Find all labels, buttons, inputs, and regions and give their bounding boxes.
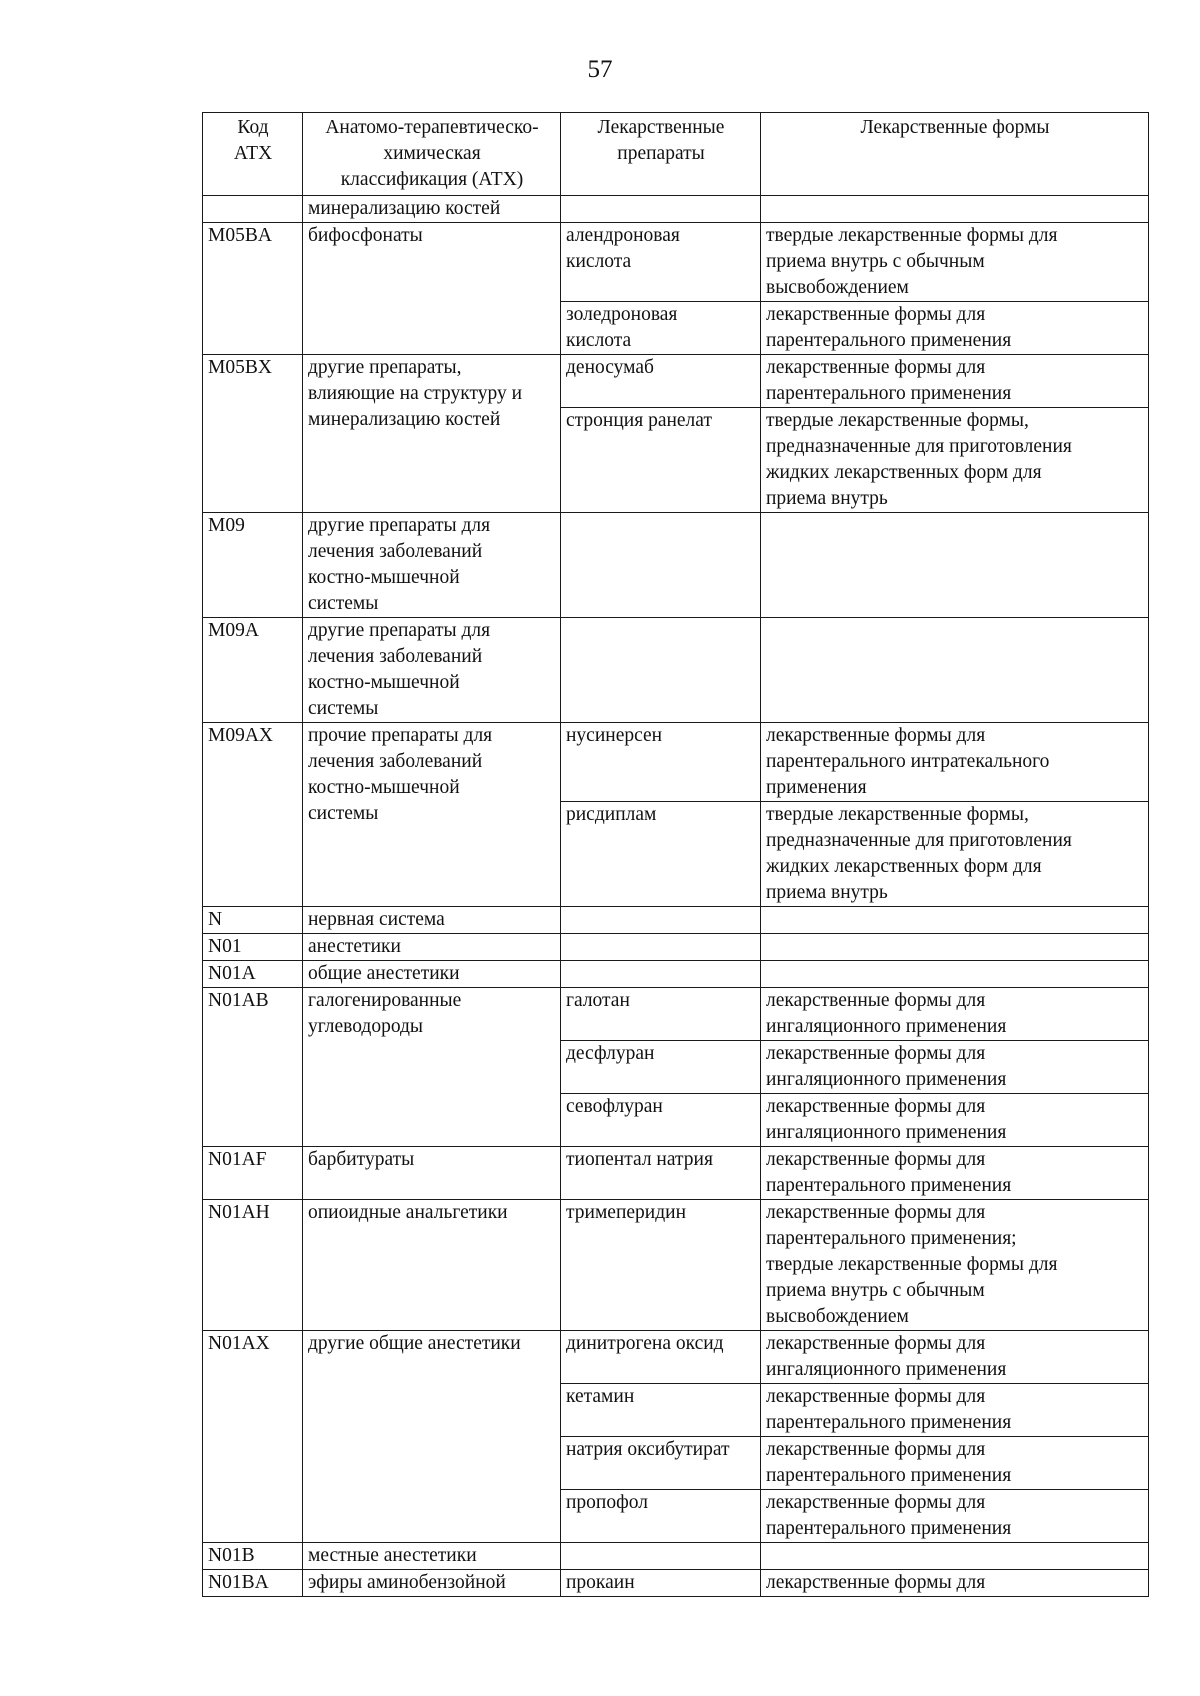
cell-form	[761, 907, 1149, 934]
cell-form	[761, 196, 1149, 223]
cell-drug	[561, 618, 761, 723]
cell-code: N01AH	[203, 1200, 303, 1331]
cell-form: твердые лекарственные формы, предназначенные для приготовления жидких лекарственных форм для приема внутрь	[761, 802, 1149, 907]
cell-code: N01B	[203, 1543, 303, 1570]
cell-form: лекарственные формы для парентерального применения; твердые лекарственные формы для приема внутрь с обычным высвобождением	[761, 1200, 1149, 1331]
cell-drug	[561, 513, 761, 618]
atx-classification-table	[202, 112, 1149, 1597]
table-row	[203, 1543, 1149, 1570]
cell-form: лекарственные формы для ингаляционного применения	[761, 988, 1149, 1041]
cell-class: опиоидные анальгетики	[303, 1200, 561, 1331]
cell-code: N01	[203, 934, 303, 961]
cell-class: барбитураты	[303, 1147, 561, 1200]
cell-code: M05BX	[203, 355, 303, 513]
cell-code: M09A	[203, 618, 303, 723]
table-row	[203, 1570, 1149, 1597]
table-row	[203, 513, 1149, 618]
cell-drug	[561, 961, 761, 988]
cell-code	[203, 196, 303, 223]
cell-drug: галотан	[561, 988, 761, 1041]
cell-form: лекарственные формы для парентерального применения	[761, 1437, 1149, 1490]
cell-drug	[561, 907, 761, 934]
cell-form: твердые лекарственные формы для приема внутрь с обычным высвобождением	[761, 223, 1149, 302]
cell-form: лекарственные формы для парентерального применения	[761, 355, 1149, 408]
header-code-atx: Код АТХ	[203, 113, 303, 196]
cell-drug	[561, 934, 761, 961]
cell-class: минерализацию костей	[303, 196, 561, 223]
cell-form	[761, 513, 1149, 618]
table-row	[203, 961, 1149, 988]
cell-form: лекарственные формы для парентерального применения	[761, 1384, 1149, 1437]
cell-drug	[561, 196, 761, 223]
cell-code: M05BA	[203, 223, 303, 355]
cell-class: местные анестетики	[303, 1543, 561, 1570]
table-row	[203, 723, 1149, 802]
cell-code: M09	[203, 513, 303, 618]
cell-drug: деносумаб	[561, 355, 761, 408]
cell-class: другие общие анестетики	[303, 1331, 561, 1543]
cell-class: бифосфонаты	[303, 223, 561, 355]
cell-code: N01AX	[203, 1331, 303, 1543]
cell-class: другие препараты, влияющие на структуру и минерализацию костей	[303, 355, 561, 513]
cell-form: твердые лекарственные формы, предназначенные для приготовления жидких лекарственных форм для приема внутрь	[761, 408, 1149, 513]
cell-drug	[561, 1543, 761, 1570]
cell-form	[761, 618, 1149, 723]
header-atx-classification: Анатомо-терапевтическо- химическая классификация (АТХ)	[303, 113, 561, 196]
cell-class: общие анестетики	[303, 961, 561, 988]
cell-drug: пропофол	[561, 1490, 761, 1543]
cell-drug: динитрогена оксид	[561, 1331, 761, 1384]
cell-code: M09AX	[203, 723, 303, 907]
cell-form: лекарственные формы для ингаляционного применения	[761, 1331, 1149, 1384]
header-medicinal-products: Лекарственные препараты	[561, 113, 761, 196]
cell-code: N	[203, 907, 303, 934]
cell-form: лекарственные формы для ингаляционного применения	[761, 1041, 1149, 1094]
table-row	[203, 988, 1149, 1041]
cell-drug: десфлуран	[561, 1041, 761, 1094]
cell-drug: нусинерсен	[561, 723, 761, 802]
cell-form: лекарственные формы для ингаляционного применения	[761, 1094, 1149, 1147]
cell-form: лекарственные формы для парентерального применения	[761, 1147, 1149, 1200]
cell-form: лекарственные формы для парентерального применения	[761, 1490, 1149, 1543]
table-row	[203, 1331, 1149, 1384]
cell-code: N01AB	[203, 988, 303, 1147]
cell-drug: натрия оксибутират	[561, 1437, 761, 1490]
cell-drug: рисдиплам	[561, 802, 761, 907]
cell-class: эфиры аминобензойной	[303, 1570, 561, 1597]
cell-form: лекарственные формы для	[761, 1570, 1149, 1597]
table-row	[203, 355, 1149, 408]
cell-drug: тиопентал натрия	[561, 1147, 761, 1200]
cell-class: другие препараты для лечения заболеваний костно-мышечной системы	[303, 618, 561, 723]
header-dosage-forms: Лекарственные формы	[761, 113, 1149, 196]
cell-form	[761, 961, 1149, 988]
table-header-row	[203, 113, 1149, 196]
table-row	[203, 934, 1149, 961]
cell-drug: золедроновая кислота	[561, 302, 761, 355]
cell-class: прочие препараты для лечения заболеваний костно-мышечной системы	[303, 723, 561, 907]
cell-drug: севофлуран	[561, 1094, 761, 1147]
cell-class: галогенированные углеводороды	[303, 988, 561, 1147]
cell-form	[761, 1543, 1149, 1570]
table-row	[203, 196, 1149, 223]
cell-class: другие препараты для лечения заболеваний костно-мышечной системы	[303, 513, 561, 618]
cell-class: анестетики	[303, 934, 561, 961]
table-row	[203, 907, 1149, 934]
cell-code: N01AF	[203, 1147, 303, 1200]
cell-form: лекарственные формы для парентерального интратекального применения	[761, 723, 1149, 802]
cell-drug: алендроновая кислота	[561, 223, 761, 302]
cell-drug: кетамин	[561, 1384, 761, 1437]
table-row	[203, 1200, 1149, 1331]
cell-form: лекарственные формы для парентерального применения	[761, 302, 1149, 355]
table-row	[203, 618, 1149, 723]
cell-drug: тримеперидин	[561, 1200, 761, 1331]
cell-drug: стронция ранелат	[561, 408, 761, 513]
cell-drug: прокаин	[561, 1570, 761, 1597]
cell-code: N01A	[203, 961, 303, 988]
cell-form	[761, 934, 1149, 961]
table-row	[203, 1147, 1149, 1200]
cell-code: N01BA	[203, 1570, 303, 1597]
page-number: 57	[587, 56, 613, 83]
cell-class: нервная система	[303, 907, 561, 934]
table-row	[203, 223, 1149, 302]
